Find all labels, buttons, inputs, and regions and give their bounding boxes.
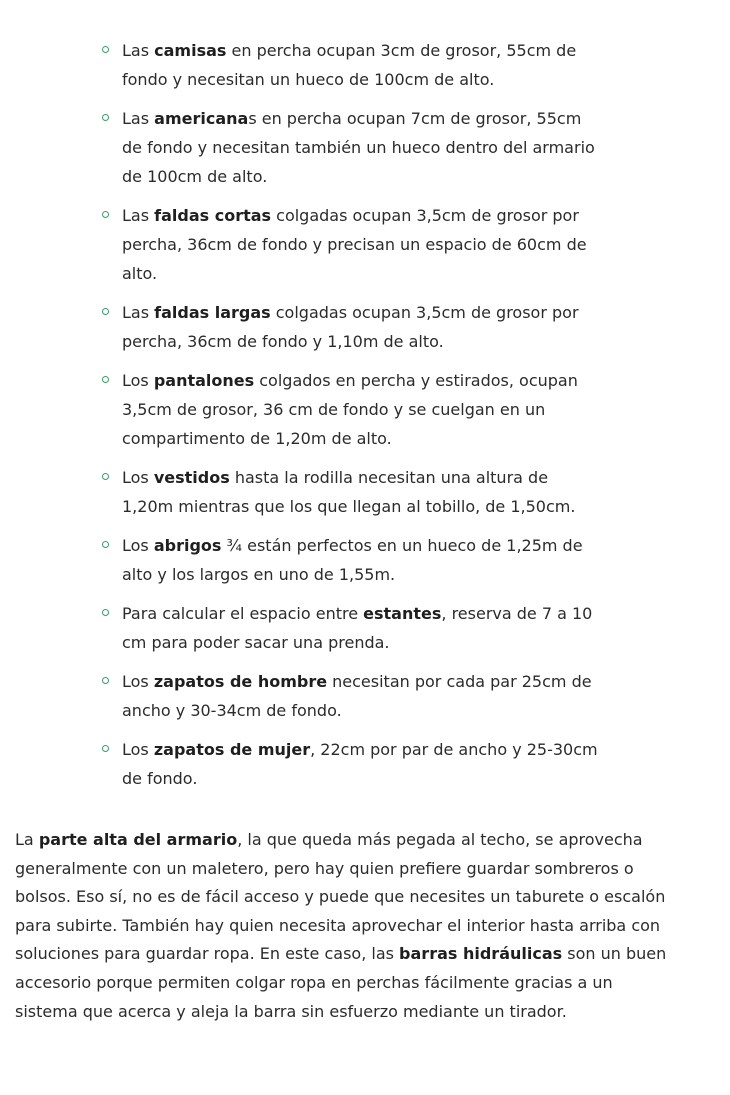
circle-bullet-icon [102,46,109,53]
circle-bullet-icon [102,308,109,315]
list-item: Los zapatos de mujer, 22cm por par de ancho y 25-30cm de fondo. [100,735,600,793]
circle-bullet-icon [102,114,109,121]
circle-bullet-icon [102,745,109,752]
circle-bullet-icon [102,609,109,616]
list-item: Las faldas cortas colgadas ocupan 3,5cm de grosor por percha, 36cm de fondo y precisan un espacio de 60cm de alto. [100,201,600,288]
list-item: Los vestidos hasta la rodilla necesitan una altura de 1,20m mientras que los que llegan al tobillo, de 1,50cm. [100,463,600,521]
circle-bullet-icon [102,541,109,548]
circle-bullet-icon [102,211,109,218]
storage-tips-list [100,36,600,803]
list-item: Las camisas en percha ocupan 3cm de grosor, 55cm de fondo y necesitan un hueco de 100cm de alto. [100,36,600,94]
list-item: Los zapatos de hombre necesitan por cada par 25cm de ancho y 30-34cm de fondo. [100,667,600,725]
list-item: Para calcular el espacio entre estantes, reserva de 7 a 10 cm para poder sacar una prenda. [100,599,600,657]
list-item: Los abrigos ¾ están perfectos en un hueco de 1,25m de alto y los largos en uno de 1,55m. [100,531,600,589]
circle-bullet-icon [102,376,109,383]
list-item: Las faldas largas colgadas ocupan 3,5cm de grosor por percha, 36cm de fondo y 1,10m de alto. [100,298,600,356]
wardrobe-top-paragraph: La parte alta del armario, la que queda más pegada al techo, se aprovecha generalmente con un maletero, pero hay quien prefiere guardar sombreros o bolsos. Eso sí, no es de fácil acceso y puede que necesites un taburete o escalón para subirte. También hay quien necesita aprovechar el interior hasta arriba con soluciones para guardar ropa. En este caso, las barras hidráulicas son un buen accesorio porque permiten colgar ropa en perchas fácilmente gracias a un sistema que acerca y aleja la barra sin esfuerzo mediante un tirador. [15,830,667,1021]
circle-bullet-icon [102,677,109,684]
list-item: Los pantalones colgados en percha y estirados, ocupan 3,5cm de grosor, 36 cm de fondo y se cuelgan en un compartimento de 1,20m de alto. [100,366,600,453]
circle-bullet-icon [102,473,109,480]
list-item: Las americanas en percha ocupan 7cm de grosor, 55cm de fondo y necesitan también un hueco dentro del armario de 100cm de alto. [100,104,600,191]
